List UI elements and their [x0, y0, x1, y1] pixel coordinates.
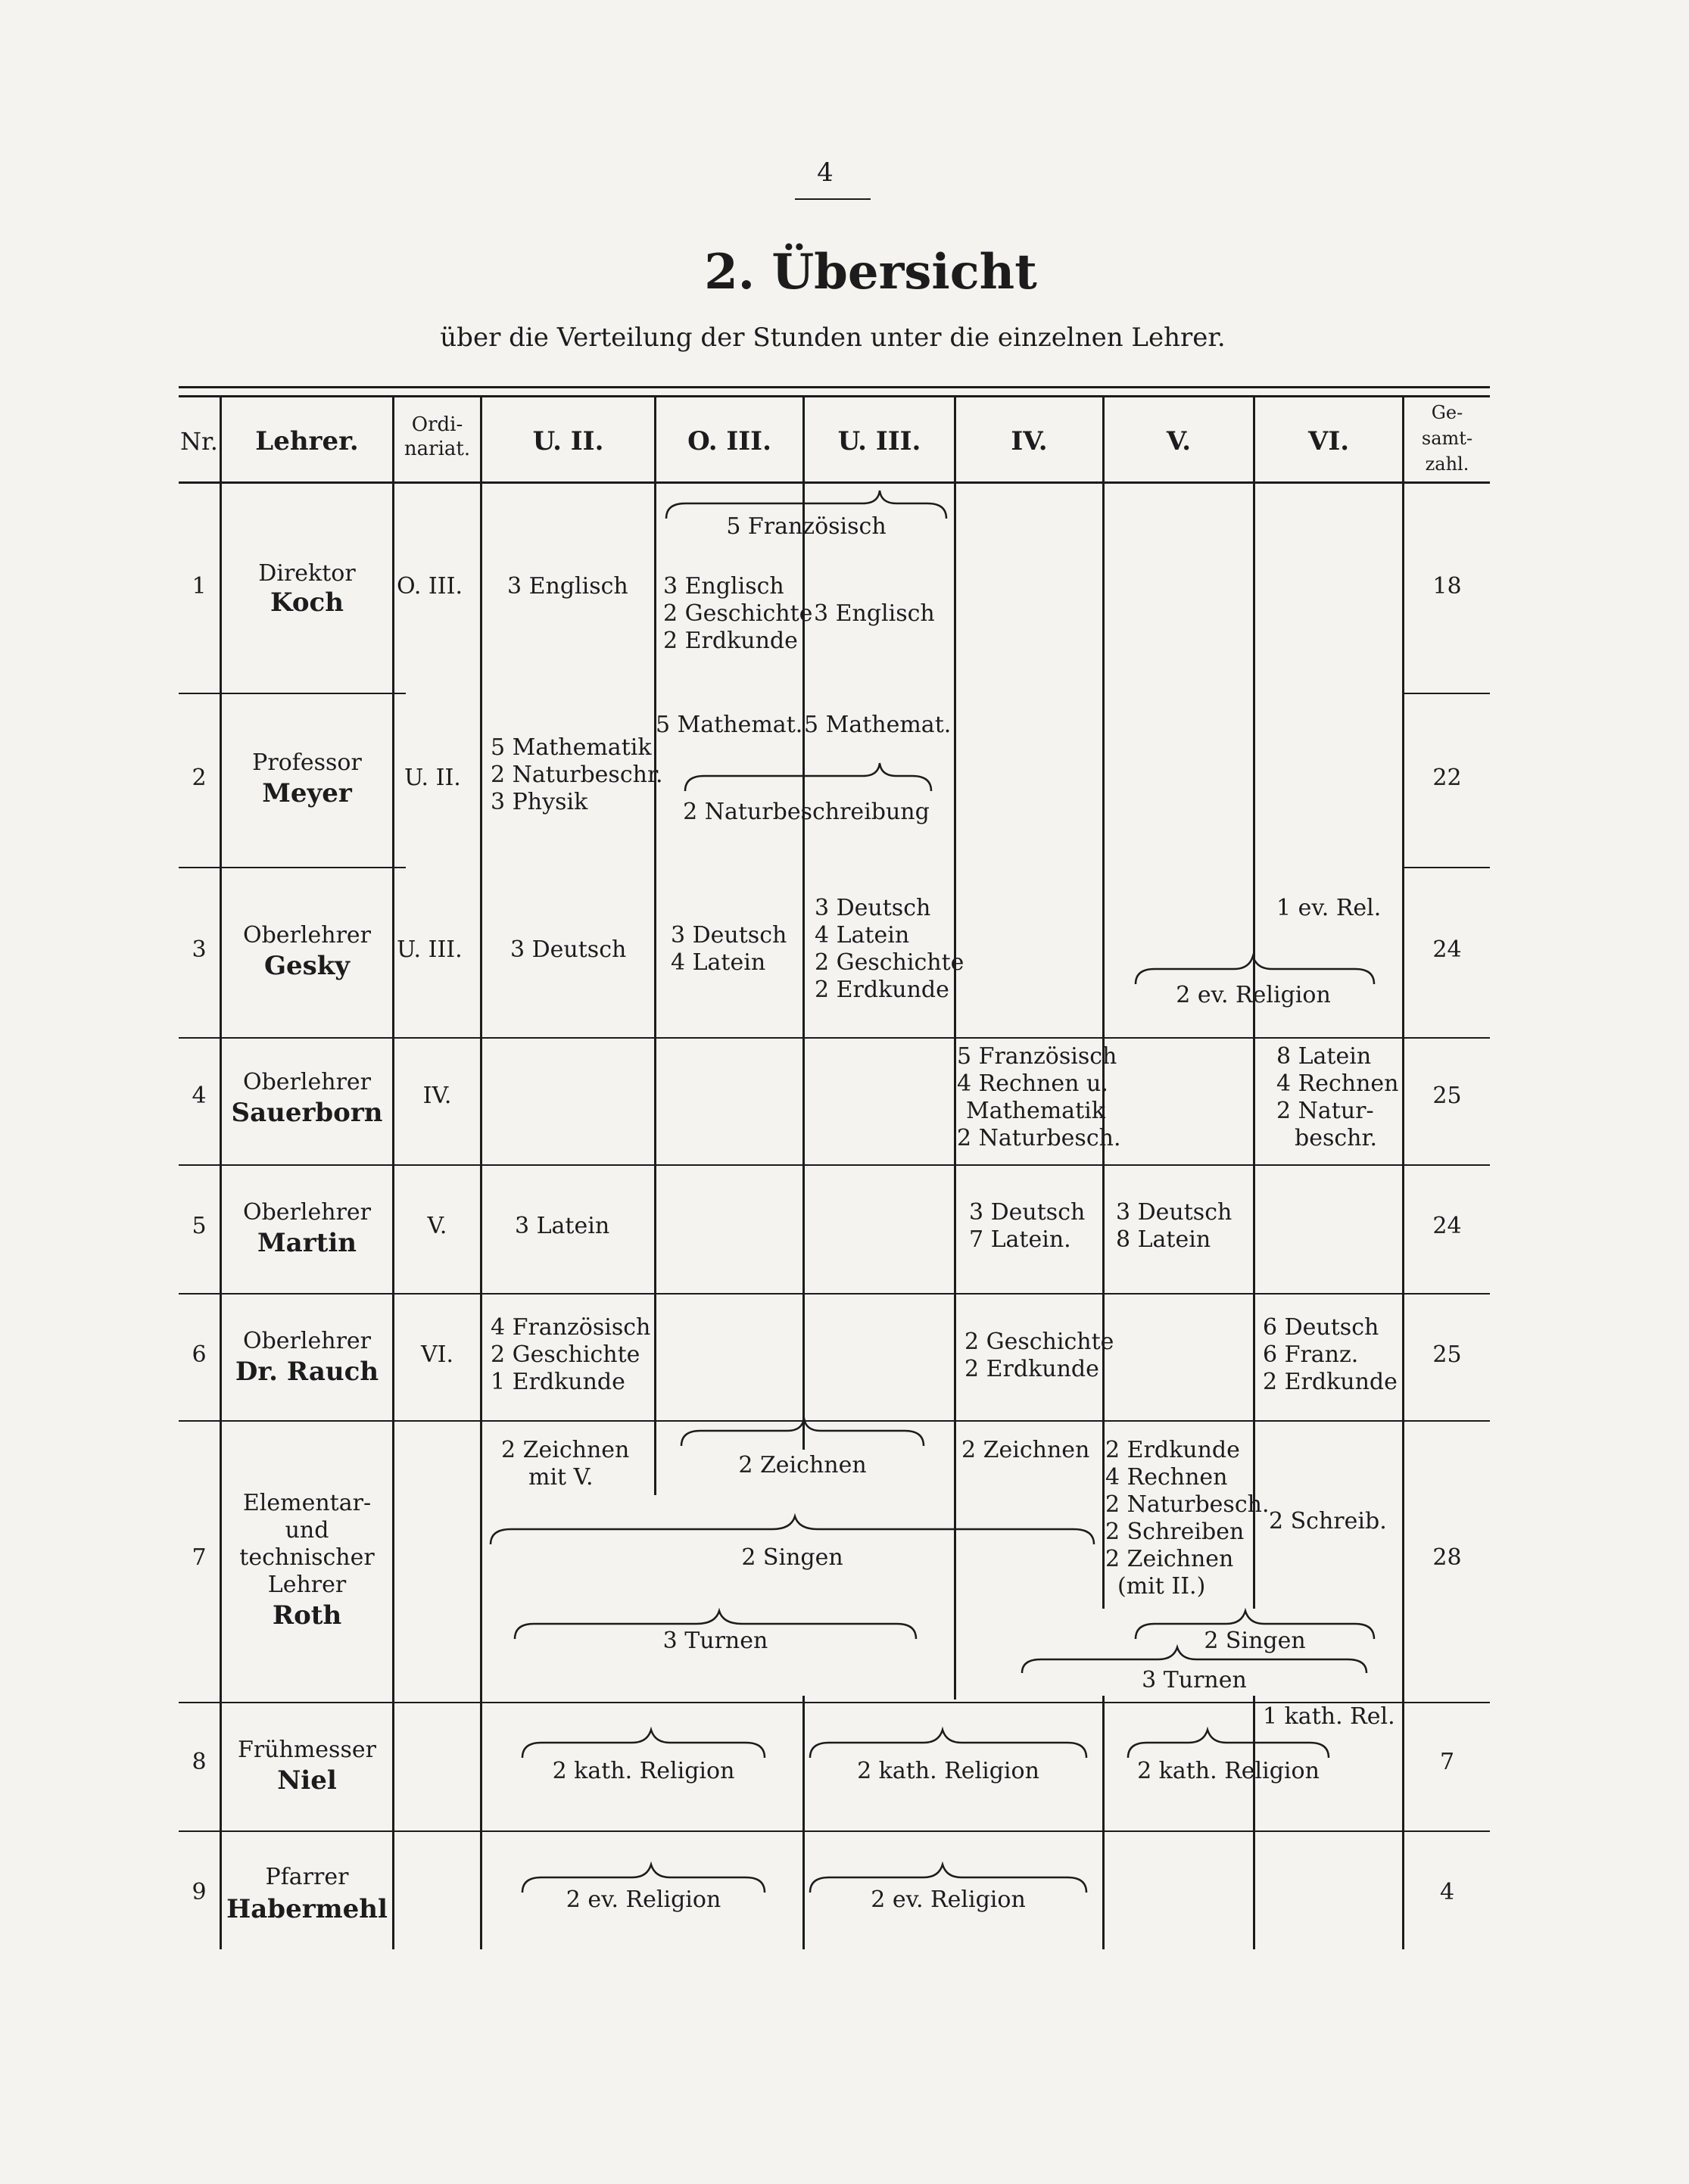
row4-iv-2: 4 Rechnen u. — [957, 1070, 1108, 1097]
row4-vi-1: 8 Latein — [1276, 1043, 1372, 1070]
row7-span-vvi-singen: 2 Singen — [1204, 1628, 1306, 1654]
row2-u3-1: 5 Mathemat. — [804, 712, 952, 738]
row6-vi-1: 6 Deutsch — [1263, 1314, 1379, 1341]
row7-v-3: 2 Naturbesch. — [1105, 1491, 1270, 1518]
header-u3: U. III. — [837, 426, 921, 456]
row7-v-6: (mit II.) — [1117, 1573, 1206, 1600]
page-title: 2. Übersicht — [704, 244, 1037, 301]
row4-name: Sauerborn — [231, 1098, 383, 1128]
row3-nr: 3 — [192, 936, 207, 963]
header-o3: O. III. — [687, 426, 771, 456]
row9-name: Habermehl — [226, 1894, 388, 1924]
row7-title-4: Lehrer — [267, 1572, 347, 1598]
row6-vi-2: 6 Franz. — [1263, 1341, 1359, 1368]
row4-iv-4: 2 Naturbesch. — [957, 1125, 1121, 1151]
row5-ordinariat: V. — [427, 1213, 447, 1239]
row3-u3-1: 3 Deutsch — [815, 895, 931, 921]
row6-u2-2: 2 Geschichte — [491, 1341, 640, 1368]
row7-iv-1: 2 Zeichnen — [961, 1437, 1090, 1463]
row7-v-1: 2 Erdkunde — [1105, 1437, 1240, 1463]
row3-o3-2: 4 Latein — [671, 949, 766, 976]
row1-name: Koch — [270, 587, 344, 618]
row6-u2-3: 1 Erdkunde — [491, 1369, 625, 1395]
row2-total: 22 — [1432, 765, 1462, 791]
row6-iv-1: 2 Geschichte — [964, 1329, 1114, 1355]
row2-u2-3: 3 Physik — [491, 789, 588, 815]
row1-o3-1: 3 Englisch — [663, 573, 784, 600]
page-subtitle: über die Verteilung der Stunden unter die einzelnen Lehrer. — [440, 322, 1226, 353]
row9-span-u2o3: 2 ev. Religion — [566, 1886, 721, 1913]
row3-ordinariat: U. III. — [397, 936, 463, 963]
row7-u2-2: mit V. — [528, 1464, 594, 1491]
row2-ordinariat: U. II. — [404, 765, 461, 791]
row2-u2-2: 2 Naturbeschr. — [491, 762, 663, 788]
row6-iv-2: 2 Erdkunde — [964, 1356, 1099, 1382]
row5-nr: 5 — [192, 1213, 207, 1239]
header-gesamt-1: Ge- — [1431, 402, 1463, 423]
row3-span-vvi: 2 ev. Religion — [1176, 982, 1331, 1008]
header-v: V. — [1166, 426, 1192, 456]
row8-title: Frühmesser — [238, 1737, 376, 1763]
row7-vi-1: 2 Schreib. — [1269, 1508, 1387, 1534]
row7-title-2: und — [285, 1517, 329, 1544]
row4-vi-2: 4 Rechnen — [1276, 1070, 1399, 1097]
header-ordinariat-1: Ordi- — [411, 413, 463, 436]
row7-name: Roth — [272, 1600, 342, 1631]
row7-title-3: technischer — [239, 1544, 375, 1571]
header-nr: Nr. — [180, 427, 218, 456]
row8-span-vvi: 2 kath. Religion — [1137, 1758, 1320, 1784]
row9-title: Pfarrer — [265, 1864, 349, 1890]
row7-span-o3u3-zeichnen: 2 Zeichnen — [738, 1452, 867, 1478]
brace-r3-vvi — [1136, 956, 1374, 984]
row5-v-1: 3 Deutsch — [1116, 1199, 1232, 1226]
row9-span-u3iv: 2 ev. Religion — [871, 1886, 1026, 1913]
row3-u3-2: 4 Latein — [815, 922, 910, 949]
brace-r8-u2o3 — [522, 1730, 765, 1758]
header-ordinariat-2: nariat. — [404, 438, 471, 460]
row6-nr: 6 — [192, 1341, 207, 1368]
brace-r7-o3u3-zeichnen — [681, 1418, 924, 1446]
row5-iv-1: 3 Deutsch — [969, 1199, 1086, 1226]
row7-span-turnen: 3 Turnen — [662, 1628, 768, 1654]
row3-o3-1: 3 Deutsch — [671, 922, 787, 949]
row3-name: Gesky — [263, 951, 351, 981]
row1-ordinariat: O. III. — [397, 573, 463, 600]
row5-total: 24 — [1432, 1213, 1462, 1239]
row8-total: 7 — [1439, 1749, 1455, 1775]
row4-iv-1: 5 Französisch — [957, 1043, 1117, 1070]
row4-nr: 4 — [192, 1083, 207, 1109]
page-number: 4 — [817, 157, 834, 188]
row8-nr: 8 — [192, 1749, 207, 1775]
row3-u3-4: 2 Erdkunde — [815, 977, 949, 1003]
row8-span-u2o3: 2 kath. Religion — [552, 1758, 735, 1784]
row2-nr: 2 — [192, 765, 207, 791]
row1-o3-2: 2 Geschichte — [663, 600, 813, 627]
row8-span-u3iv: 2 kath. Religion — [857, 1758, 1039, 1784]
row4-vi-4: beschr. — [1295, 1125, 1378, 1151]
row7-v-4: 2 Schreiben — [1105, 1519, 1245, 1545]
row2-span-o3u3: 2 Naturbeschreibung — [683, 799, 930, 825]
row1-nr: 1 — [192, 573, 207, 600]
row3-u2-1: 3 Deutsch — [510, 936, 627, 963]
header-vi: VI. — [1307, 426, 1350, 456]
row5-u2-1: 3 Latein — [515, 1213, 610, 1239]
row6-u2-1: 4 Französisch — [491, 1314, 651, 1341]
row7-v-2: 4 Rechnen — [1105, 1464, 1228, 1491]
row5-iv-2: 7 Latein. — [969, 1226, 1071, 1253]
row2-name: Meyer — [262, 778, 352, 808]
row3-vi-1: 1 ev. Rel. — [1276, 895, 1382, 921]
row3-total: 24 — [1432, 936, 1462, 963]
row7-u2-1: 2 Zeichnen — [501, 1437, 630, 1463]
row3-title: Oberlehrer — [243, 922, 371, 949]
header-lehrer: Lehrer. — [255, 426, 359, 456]
row7-span-singen: 2 Singen — [741, 1544, 843, 1571]
row1-u3-1: 3 Englisch — [814, 600, 935, 627]
row1-span-o3u3: 5 Französisch — [726, 513, 887, 540]
row6-vi-3: 2 Erdkunde — [1263, 1369, 1398, 1395]
brace-r8-vvi — [1128, 1730, 1329, 1758]
row6-title: Oberlehrer — [243, 1328, 371, 1354]
row7-total: 28 — [1432, 1544, 1462, 1571]
row2-title: Professor — [252, 749, 362, 776]
row6-total: 25 — [1432, 1341, 1462, 1368]
row4-vi-3: 2 Natur- — [1276, 1098, 1374, 1124]
row3-u3-3: 2 Geschichte — [815, 949, 964, 976]
row1-o3-3: 2 Erdkunde — [663, 628, 798, 654]
header-gesamt-3: zahl. — [1425, 453, 1469, 475]
row9-total: 4 — [1439, 1879, 1455, 1905]
row7-nr: 7 — [192, 1544, 207, 1571]
row4-ordinariat: IV. — [422, 1083, 452, 1109]
header-gesamt-2: samt- — [1421, 428, 1473, 449]
row5-name: Martin — [257, 1228, 357, 1258]
row2-u2-1: 5 Mathematik — [491, 734, 652, 761]
row1-total: 18 — [1432, 573, 1462, 600]
header-iv: IV. — [1011, 426, 1048, 456]
row4-iv-3: Mathematik — [966, 1098, 1105, 1124]
row5-title: Oberlehrer — [243, 1199, 371, 1226]
row8-vi-1: 1 kath. Rel. — [1263, 1703, 1395, 1730]
brace-r7-singen — [491, 1516, 1094, 1544]
brace-r8-u3iv — [810, 1730, 1086, 1758]
header-u2: U. II. — [532, 426, 604, 456]
row1-title: Direktor — [258, 560, 356, 587]
row6-name: Dr. Rauch — [235, 1357, 379, 1387]
row4-total: 25 — [1432, 1083, 1462, 1109]
row5-v-2: 8 Latein — [1116, 1226, 1211, 1253]
brace-r2-o3u3 — [685, 763, 931, 791]
row7-v-5: 2 Zeichnen — [1105, 1546, 1234, 1572]
row6-ordinariat: VI. — [420, 1341, 454, 1368]
row8-name: Niel — [277, 1765, 337, 1796]
row7-span-ivvi-turnen: 3 Turnen — [1142, 1667, 1247, 1693]
row1-u2-1: 3 Englisch — [507, 573, 628, 600]
row2-o3-1: 5 Mathemat. — [656, 712, 803, 738]
row7-title-1: Elementar- — [242, 1490, 372, 1516]
row9-nr: 9 — [192, 1879, 207, 1905]
row4-title: Oberlehrer — [243, 1069, 371, 1095]
